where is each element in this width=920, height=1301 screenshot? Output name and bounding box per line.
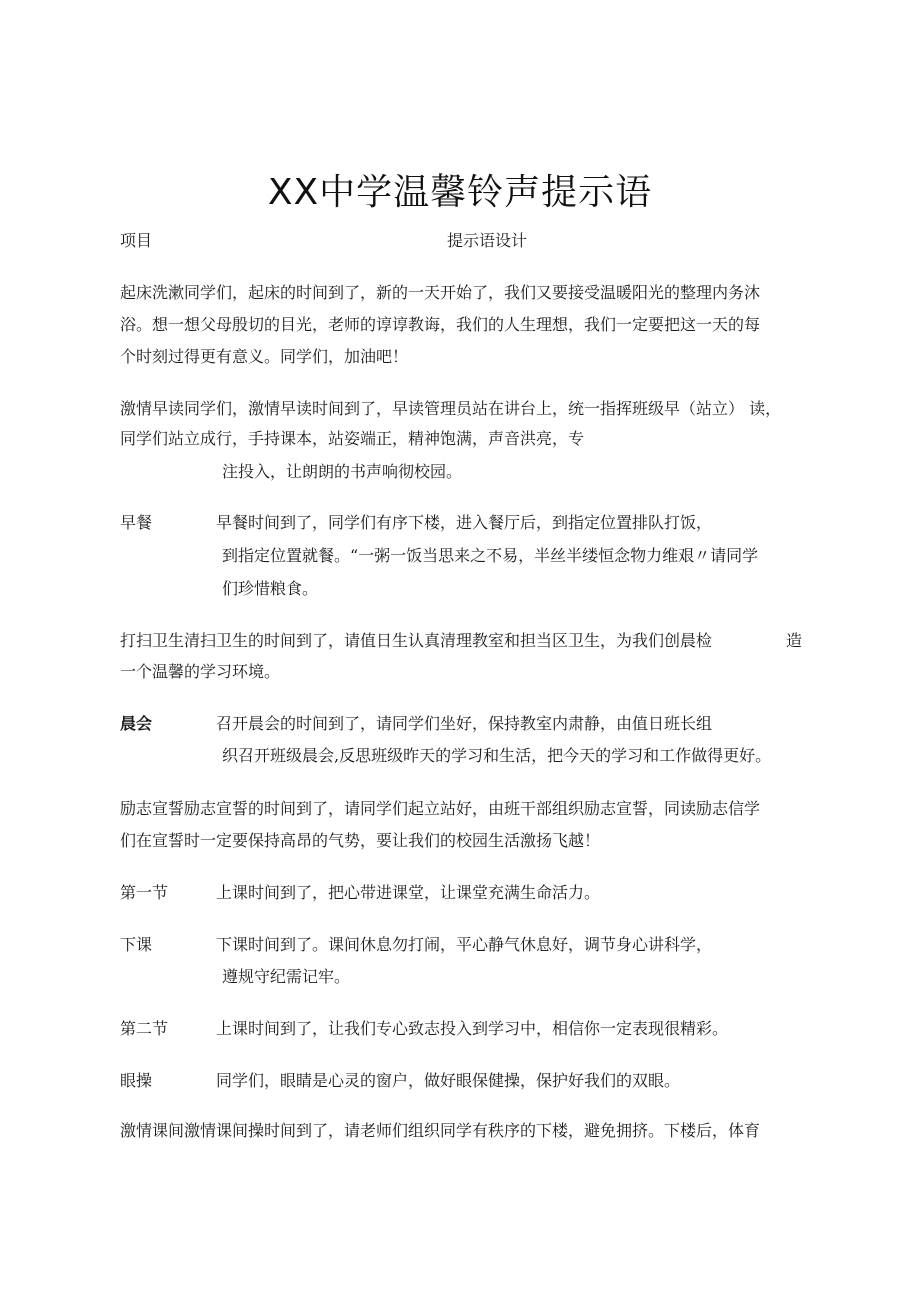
- document-title: XX中学温馨铃声提示语: [267, 172, 653, 213]
- period-two-label: 第二节: [120, 1019, 169, 1038]
- morning-reading-line-1: 激情早读同学们，激情早读时间到了，早读管理员站在讲台上，统一指挥班级早（站立） 读，: [120, 399, 782, 418]
- period-one-line-1: 上课时间到了，把心带进课堂，让课堂充满生命活力。: [216, 883, 601, 902]
- header-item-column: 项目: [120, 231, 153, 250]
- break-label: 下课: [120, 935, 153, 954]
- cleaning-line-1: 打扫卫生清扫卫生的时间到了，请值日生认真清理教室和担当区卫生，为我们创晨检: [120, 631, 713, 650]
- morning-reading-line-3: 注投入，让朗朗的书声响彻校园。: [222, 462, 463, 481]
- breakfast-line-2: 到指定位置就餐。“一粥一饭当思来之不易，半丝半缕恒念物力维艰〃请同学: [222, 546, 759, 565]
- morning-reading-line-2: 同学们站立成行，手持课本，站姿端正，精神饱满，声音洪亮，专: [120, 429, 585, 448]
- eye-exercise-label: 眼操: [120, 1071, 153, 1090]
- period-one-label: 第一节: [120, 883, 169, 902]
- break-line-1: 下课时间到了。课间休息勿打闹，平心静气休息好，调节身心讲科学，: [216, 935, 713, 954]
- recess-exercise-line-1: 激情课间激情课间操时间到了，请老师们组织同学有秩序的下楼，避免拥挤。下楼后，体育: [120, 1121, 761, 1140]
- oath-line-2: 们在宣誓时一定要保持高昂的气势，要让我们的校园生活激扬飞越！: [120, 831, 601, 850]
- breakfast-line-1: 早餐时间到了，同学们有序下楼，进入餐厅后，到指定位置排队打饭，: [216, 513, 713, 532]
- wakeup-line-1: 起床洗漱同学们，起床的时间到了，新的一天开始了，我们又要接受温暖阳光的整理内务沐: [120, 283, 761, 302]
- breakfast-label: 早餐: [120, 513, 153, 532]
- cleaning-line-2: 一个温馨的学习环境。: [120, 662, 281, 681]
- wakeup-line-2: 浴。想一想父母殷切的目光，老师的谆谆教诲，我们的人生理想，我们一定要把这一天的每: [120, 315, 761, 334]
- cleaning-line-1-end: 造: [786, 631, 803, 650]
- morning-meeting-label: 晨会: [120, 714, 153, 733]
- period-two-line-1: 上课时间到了，让我们专心致志投入到学习中，相信你一定表现很精彩。: [216, 1019, 729, 1038]
- morning-meeting-line-2: 织召开班级晨会,反思班级昨天的学习和生活，把今天的学习和工作做得更好。: [222, 746, 772, 765]
- morning-meeting-line-1: 召开晨会的时间到了，请同学们坐好，保持教室内肃静，由值日班长组: [216, 714, 713, 733]
- wakeup-line-3: 个时刻过得更有意义。同学们，加油吧！: [120, 347, 409, 366]
- oath-line-1: 励志宣誓励志宣誓的时间到了，请同学们起立站好，由班干部组织励志宣誓，同读励志信学: [120, 799, 761, 818]
- break-line-2: 遵规守纪需记牢。: [222, 967, 351, 986]
- header-prompt-column: 提示语设计: [447, 231, 528, 250]
- eye-exercise-line-1: 同学们，眼睛是心灵的窗户，做好眼保健操，保护好我们的双眼。: [216, 1071, 681, 1090]
- breakfast-line-3: 们珍惜粮食。: [222, 579, 319, 598]
